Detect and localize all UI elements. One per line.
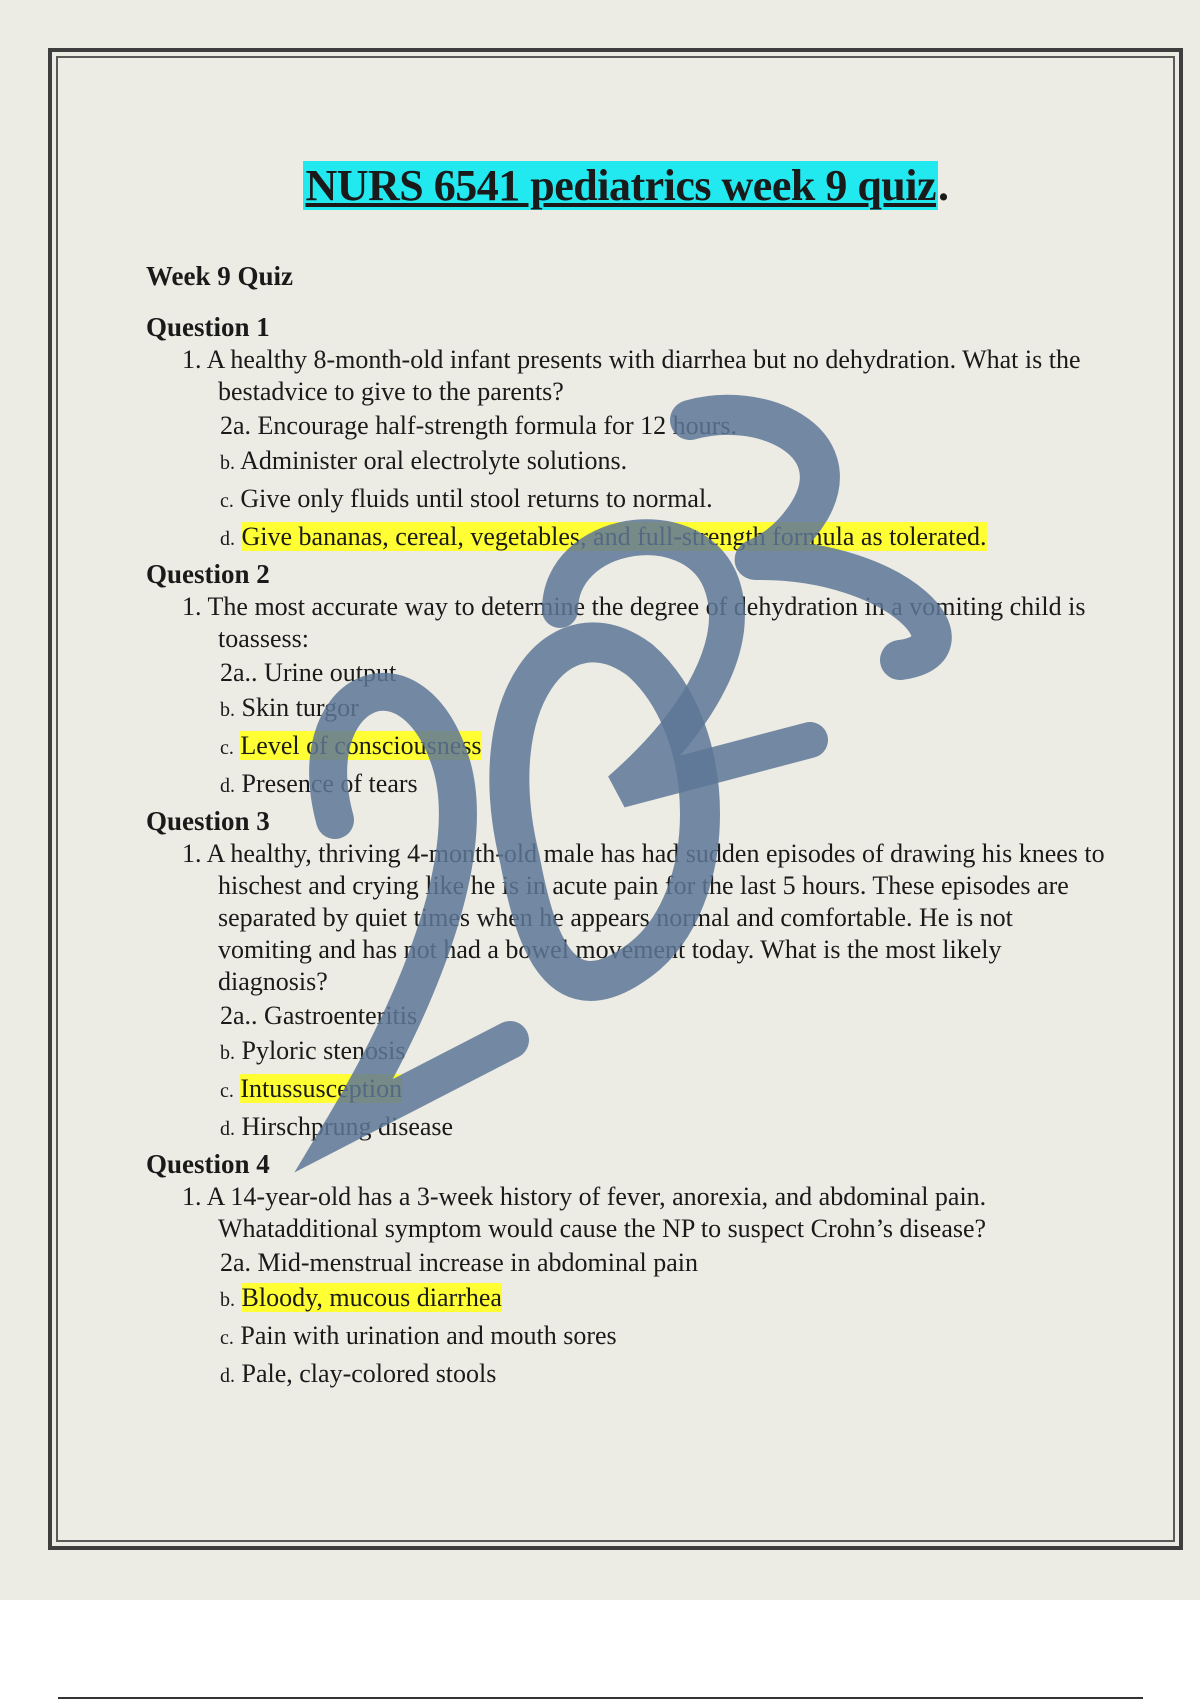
answer-option (146, 690, 1106, 728)
title-highlight (303, 161, 938, 210)
answer-option-correct (146, 519, 1106, 557)
question-block (146, 804, 1106, 1147)
answer-option (146, 408, 1106, 443)
option-letter: b. (220, 699, 235, 721)
option-letter: c. (220, 1080, 234, 1102)
question-stem (146, 838, 1106, 998)
option-text: Encourage half-strength formula for 12 hours. (257, 411, 737, 440)
question-number: 1. (182, 839, 202, 868)
answer-option (146, 1109, 1106, 1147)
question-number: 1. (182, 345, 202, 374)
question-block (146, 557, 1106, 804)
option-text: Gastroenteritis (264, 1001, 418, 1030)
option-letter: 2a.. (220, 1001, 258, 1030)
answer-option (146, 1356, 1106, 1394)
option-text: Presence of tears (241, 769, 418, 798)
option-text: Give bananas, cereal, vegetables, and full-strength formula as tolerated. (241, 522, 987, 551)
option-text: Pyloric stenosis (241, 1036, 406, 1065)
option-text: Mid-menstrual increase in abdominal pain (257, 1248, 698, 1277)
question-number: 1. (182, 1182, 202, 1211)
option-text: Urine output (264, 658, 397, 687)
option-text: Administer oral electrolyte solutions. (240, 446, 628, 475)
question-stem-text: A 14-year-old has a 3-week history of fever, anorexia, and abdominal pain. Whatadditional symptom would cause the NP to suspect Crohn’s disease? (206, 1182, 987, 1243)
option-text: Bloody, mucous diarrhea (241, 1283, 502, 1312)
question-block (146, 310, 1106, 557)
answer-option (146, 481, 1106, 519)
title-text: NURS 6541 pediatrics week 9 quiz (305, 161, 937, 210)
option-text: Level of consciousness (240, 731, 482, 760)
option-text: Hirschprung disease (241, 1112, 454, 1141)
question-stem-text: A healthy 8-month-old infant presents with diarrhea but no dehydration. What is the bestadvice to give to the parents? (206, 345, 1081, 406)
document-title (146, 160, 1106, 211)
option-letter: d. (220, 775, 235, 797)
question-number: 1. (182, 592, 202, 621)
option-text: Pale, clay-colored stools (241, 1359, 497, 1388)
answer-option-correct (146, 1280, 1106, 1318)
option-letter: 2a. (220, 1248, 252, 1277)
option-text: Skin turgor (241, 693, 359, 722)
answer-option (146, 443, 1106, 481)
question-stem (146, 591, 1106, 655)
answer-option (146, 1245, 1106, 1280)
answer-option (146, 998, 1106, 1033)
option-letter: 2a.. (220, 658, 258, 687)
footer-rule (58, 1697, 1143, 1699)
option-text: Pain with urination and mouth sores (240, 1321, 617, 1350)
quiz-subtitle: Week 9 Quiz (146, 261, 293, 291)
answer-option (146, 1318, 1106, 1356)
answer-option-correct (146, 728, 1106, 766)
answer-option (146, 1033, 1106, 1071)
option-letter: d. (220, 1118, 235, 1140)
answer-option-correct (146, 1071, 1106, 1109)
question-heading: Question 3 (146, 806, 270, 836)
question-stem-text: A healthy, thriving 4-month-old male has had sudden episodes of drawing his knees to hischest and crying like he is in acute pain for the last 5 hours. These episodes are separated by quiet times when he appears normal and comfortable. He is not vomiting and has not had a bowel movement today. What is the most likely diagnosis? (206, 839, 1105, 996)
question-stem (146, 344, 1106, 408)
question-heading: Question 4 (146, 1149, 270, 1179)
option-letter: b. (220, 452, 235, 474)
document-content (146, 160, 1106, 1394)
option-letter: d. (220, 528, 235, 550)
option-letter: b. (220, 1042, 235, 1064)
question-heading: Question 2 (146, 559, 270, 589)
option-letter: c. (220, 1327, 234, 1349)
question-list (146, 310, 1106, 1394)
question-stem (146, 1181, 1106, 1245)
question-block (146, 1147, 1106, 1394)
option-letter: d. (220, 1365, 235, 1387)
option-letter: b. (220, 1289, 235, 1311)
option-letter: c. (220, 490, 234, 512)
answer-option (146, 766, 1106, 804)
answer-option (146, 655, 1106, 690)
question-stem-text: The most accurate way to determine the degree of dehydration in a vomiting child is toassess: (207, 592, 1086, 653)
option-text: Give only fluids until stool returns to normal. (240, 484, 713, 513)
question-heading: Question 1 (146, 312, 270, 342)
title-period: . (938, 161, 949, 210)
option-letter: c. (220, 737, 234, 759)
option-text: Intussusception (240, 1074, 403, 1103)
option-letter: 2a. (220, 411, 252, 440)
